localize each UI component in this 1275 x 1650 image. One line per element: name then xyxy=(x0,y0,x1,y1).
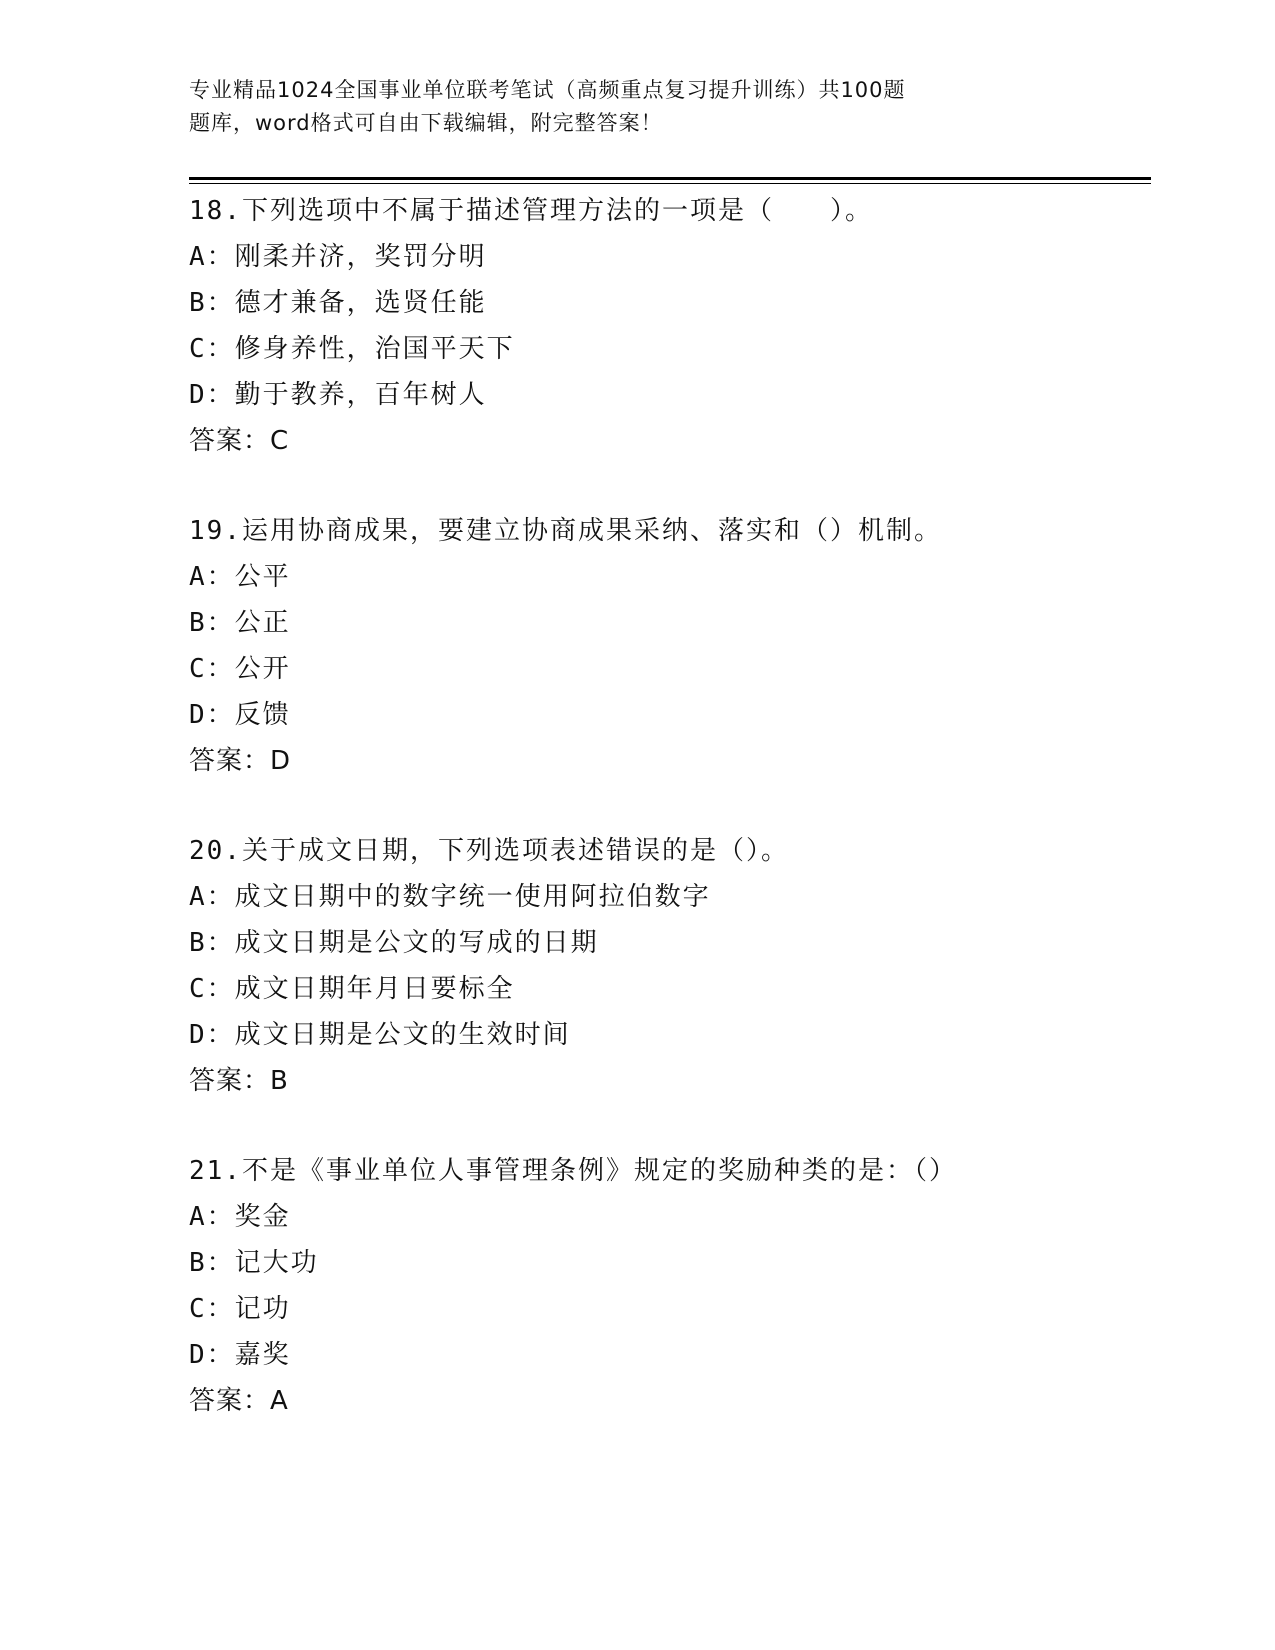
option-b: B：德才兼备，选贤任能 xyxy=(189,288,487,318)
option-c: C：记功 xyxy=(189,1294,291,1324)
option-d: D：成文日期是公文的生效时间 xyxy=(189,1020,571,1050)
question-21 xyxy=(189,1148,1149,1424)
document-header xyxy=(189,74,1009,140)
option-c: C：成文日期年月日要标全 xyxy=(189,974,515,1004)
option-b: B：成文日期是公文的写成的日期 xyxy=(189,928,599,958)
question-19 xyxy=(189,508,1149,784)
answer-text: 答案：A xyxy=(189,1386,289,1416)
answer-text: 答案：C xyxy=(189,426,290,456)
answer-text: 答案：D xyxy=(189,746,292,776)
option-d: D：勤于教养，百年树人 xyxy=(189,380,487,410)
option-a: A：公平 xyxy=(189,562,291,592)
option-a: A：刚柔并济，奖罚分明 xyxy=(189,242,487,272)
option-a: A：奖金 xyxy=(189,1202,291,1232)
option-d: D：反馈 xyxy=(189,700,291,730)
header-line-2: 题库，word格式可自由下载编辑，附完整答案！ xyxy=(189,111,663,135)
header-divider-thick xyxy=(189,177,1151,180)
option-b: B：记大功 xyxy=(189,1248,319,1278)
question-stem: 21.不是《事业单位人事管理条例》规定的奖励种类的是：（） xyxy=(189,1156,957,1186)
answer-text: 答案：B xyxy=(189,1066,289,1096)
option-a: A：成文日期中的数字统一使用阿拉伯数字 xyxy=(189,882,711,912)
option-c: C：公开 xyxy=(189,654,291,684)
question-20 xyxy=(189,828,1149,1104)
option-c: C：修身养性，治国平天下 xyxy=(189,334,515,364)
question-stem: 19.运用协商成果，要建立协商成果采纳、落实和（）机制。 xyxy=(189,516,942,546)
header-divider-thin xyxy=(189,183,1151,184)
question-stem: 18.下列选项中不属于描述管理方法的一项是（ ）。 xyxy=(189,196,873,226)
option-b: B：公正 xyxy=(189,608,291,638)
option-d: D：嘉奖 xyxy=(189,1340,291,1370)
question-18 xyxy=(189,188,1149,464)
question-stem: 20.关于成文日期，下列选项表述错误的是（）。 xyxy=(189,836,789,866)
header-line-1: 专业精品1024全国事业单位联考笔试（高频重点复习提升训练）共100题 xyxy=(189,78,906,102)
